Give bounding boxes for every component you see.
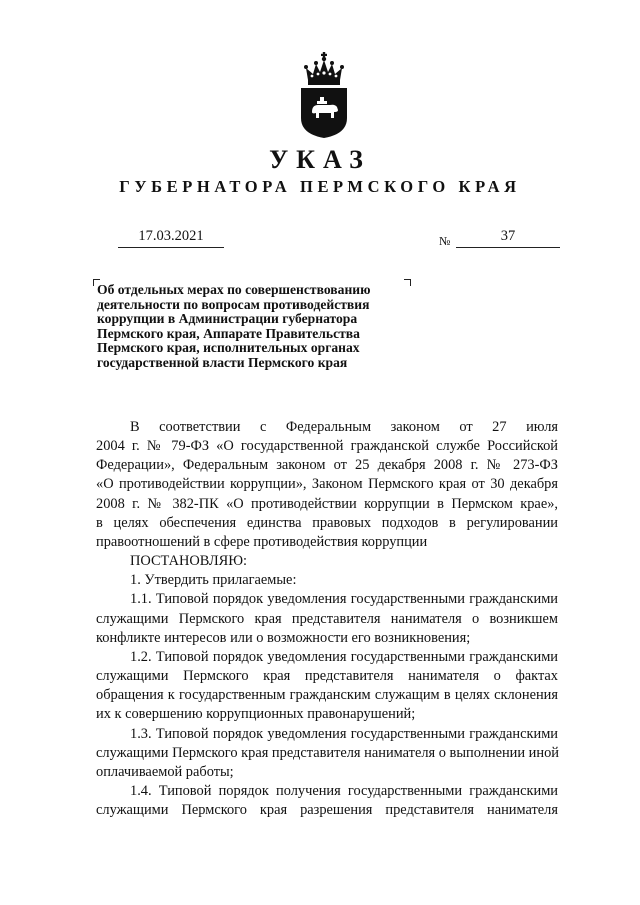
item-1: 1. Утвердить прилагаемые:: [130, 572, 297, 589]
item-1-1-line: служащими Пермского края представителя нанимателя о возникшем: [96, 610, 558, 627]
heading-line: Об отдельных мерах по совершенствованию: [97, 282, 371, 297]
document-date: 17.03.2021: [118, 228, 224, 248]
item-1-3-line: служащими Пермского края представителя нанимателя о выполнении иной: [96, 744, 559, 761]
body-line: В соответствии с Федеральным законом от 27 июля: [130, 419, 558, 435]
heading-line: Пермского края, исполнительных органах: [97, 340, 360, 356]
heading-line: деятельности по вопросам противодействия: [97, 296, 370, 312]
decree-body: [96, 418, 558, 820]
body-line: 2004 г. № 79-ФЗ «О государственной гражданской службе Российской: [96, 438, 558, 455]
item-1-2-line: 1.2. Типовой порядок уведомления государственными гражданскими: [130, 648, 558, 665]
body-line: «О противодействии коррупции», Законом Пермского края от 30 декабря: [96, 476, 558, 493]
item-1-4-line: служащими Пермского края разрешения представителя нанимателя: [96, 802, 558, 819]
decree-word: ПОСТАНОВЛЯЮ:: [130, 553, 248, 570]
heading-line: Пермского края, Аппарате Правительства: [97, 325, 360, 341]
body-line: в целях обеспечения единства правовых подходов в регулировании: [96, 514, 558, 531]
heading-line: государственной власти Пермского края: [97, 354, 348, 370]
item-1-4-line: 1.4. Типовой порядок получения государственными гражданскими: [130, 782, 558, 799]
body-line: Федерации», Федеральным законом от 25 декабря 2008 г. № 273-ФЗ: [96, 457, 558, 474]
item-1-2-line: их к совершению коррупционных правонарушений;: [96, 706, 416, 723]
document-number: 37: [456, 228, 560, 248]
decree-heading: [97, 283, 417, 371]
item-1-2-line: служащими Пермского края представителя нанимателя о фактах: [96, 668, 558, 685]
document-title: УКАЗ: [269, 145, 371, 174]
body-line: 2008 г. № 382-ПК «О противодействии коррупции в Пермском крае»,: [96, 495, 558, 512]
number-label: №: [439, 234, 451, 248]
item-1-3-line: оплачиваемой работы;: [96, 763, 234, 780]
item-1-1-line: 1.1. Типовой порядок уведомления государственными гражданскими: [130, 591, 558, 608]
body-line: правоотношений в сфере противодействия коррупции: [96, 533, 428, 550]
item-1-2-line: обращения к государственным гражданским служащим в целях склонения: [96, 687, 558, 704]
heading-line: коррупции в Администрации губернатора: [97, 311, 358, 327]
item-1-3-line: 1.3. Типовой порядок уведомления государственными гражданскими: [130, 725, 558, 742]
item-1-1-line: конфликте интересов или о возможности его возникновения;: [96, 629, 471, 646]
document-subtitle: ГУБЕРНАТОРА ПЕРМСКОГО КРАЯ: [119, 177, 521, 196]
perm-krai-coat-of-arms-icon: [298, 50, 350, 140]
